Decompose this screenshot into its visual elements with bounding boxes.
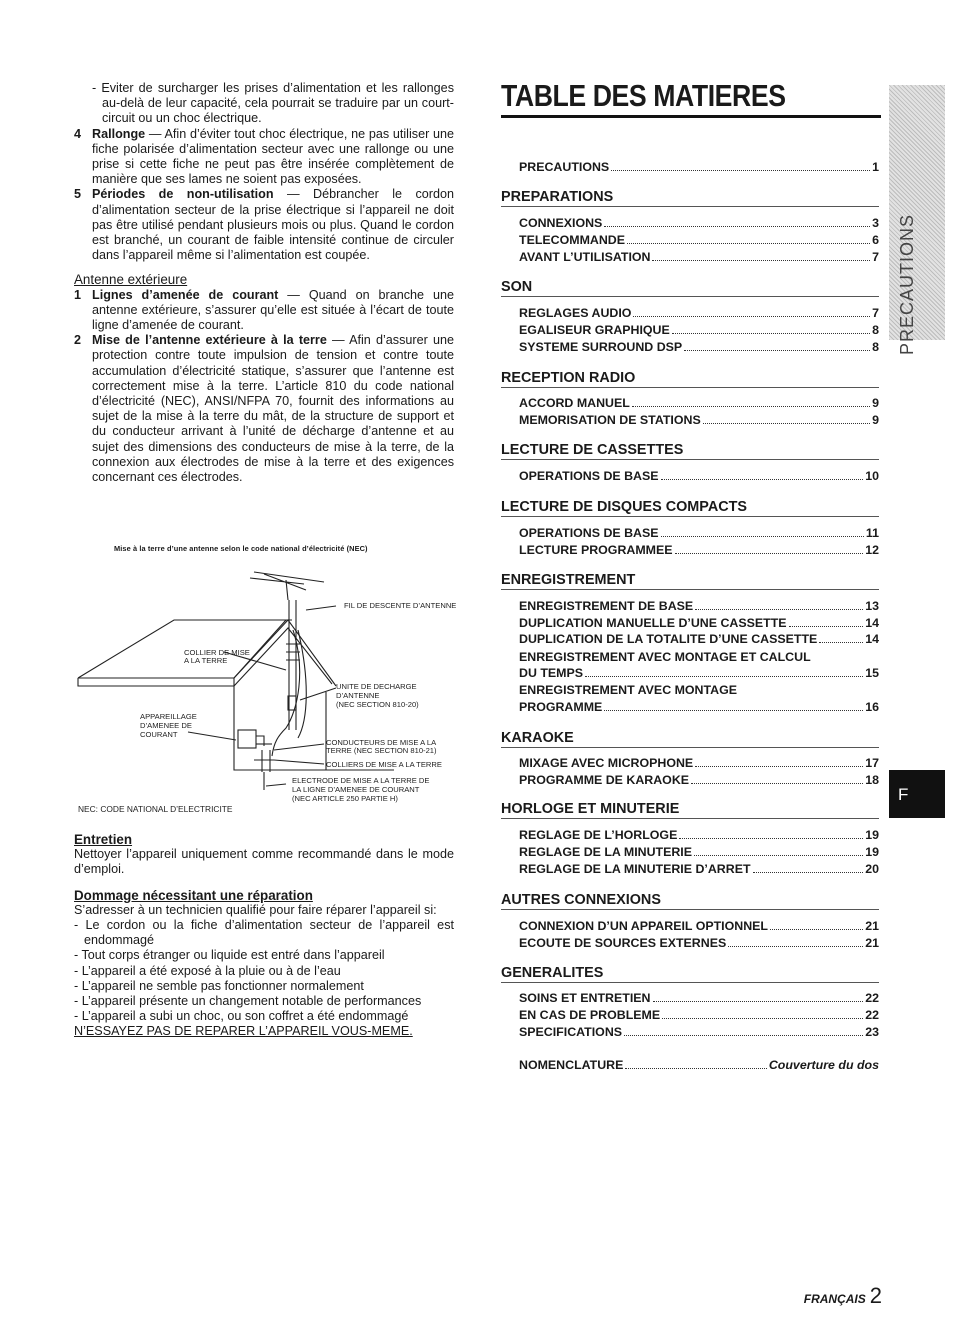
- toc-entry-title: REGLAGE DE LA MINUTERIE D’ARRET: [519, 862, 751, 876]
- label-discharge: (NEC SECTION 810-20): [336, 700, 419, 709]
- toc-entry: [519, 526, 879, 541]
- toc-entry-page: 1: [872, 160, 879, 174]
- toc-section-heading: PREPARATIONS: [501, 189, 879, 207]
- item-text: — Afin d’éviter tout choc électrique, ne pas utiliser une fiche polarisée d’alimentation secteur avec une rallonge ou une prise si cette fiche ne peut pas être insérée complètement de manière que ses lames ne soient pas exposées.: [92, 126, 454, 187]
- toc-entry-title: SOINS ET ENTRETIEN: [519, 991, 651, 1005]
- item-mise-terre: [74, 333, 454, 485]
- repair-warning: N’ESSAYEZ PAS DE REPARER L’APPAREIL VOUS-MEME.: [74, 1024, 413, 1039]
- toc-entry: [519, 233, 879, 248]
- toc-entry: [519, 306, 879, 321]
- item-number: 1: [74, 287, 82, 302]
- toc-entry-title: ENREGISTREMENT AVEC MONTAGE ET CALCUL: [519, 650, 811, 664]
- label-equipment: APPAREILLAGE: [140, 712, 197, 721]
- figure-caption: Mise à la terre d’une antenne selon le code national d’électricité (NEC): [114, 544, 368, 553]
- toc-entry: [519, 991, 879, 1006]
- toc-leader: [695, 609, 863, 610]
- toc-entry: [519, 936, 879, 951]
- toc-entry-page: 13: [865, 599, 879, 613]
- toc-entry-page: 17: [865, 756, 879, 770]
- toc-leader: [753, 872, 864, 873]
- toc-entry-title: DUPLICATION MANUELLE D’UNE CASSETTE: [519, 616, 787, 630]
- label-equipment: COURANT: [140, 730, 178, 739]
- toc-section-heading: LECTURE DE CASSETTES: [501, 442, 879, 460]
- toc-entry: [519, 919, 879, 934]
- toc-entry: [519, 666, 879, 681]
- entretien-heading: Entretien: [74, 832, 133, 847]
- toc-title: TABLE DES MATIERES: [501, 78, 786, 113]
- toc-entry: [519, 845, 879, 860]
- toc-entry-page: 15: [865, 666, 879, 680]
- repair-intro: S’adresser à un technicien qualifié pour faire réparer l’appareil si:: [74, 902, 437, 917]
- label-clamps: COLLIERS DE MISE A LA TERRE: [326, 760, 442, 769]
- toc-entry-page: 7: [872, 250, 879, 264]
- toc-entry-page: 14: [865, 616, 879, 630]
- toc-section-heading: AUTRES CONNEXIONS: [501, 892, 879, 910]
- toc-entry-page: 19: [865, 845, 879, 859]
- item-text: — Débrancher le cordon d’alimentation secteur de la prise électrique si l’appareil ne doit pas être utilisé pendant plusieurs mois ou plus. Quand le cordon est branché, un courant de faible intensité continue de circuler dans l’appareil même si l’alimentation est coupée.: [92, 187, 455, 263]
- toc-entry-page: 9: [872, 413, 879, 427]
- toc-leader: [695, 766, 863, 767]
- toc-entry-page: 18: [865, 773, 879, 787]
- toc-leader: [585, 676, 863, 677]
- overload-warning: - Eviter de surcharger les prises d’alimentation et les rallonges au-delà de leur capacité, cela pourrait se traduire par un court-circuit ou un choc électrique.: [92, 81, 454, 126]
- toc-entry: [519, 616, 879, 631]
- toc-leader: [770, 929, 863, 930]
- toc-entry: [519, 216, 879, 231]
- toc-entry-title: MEMORISATION DE STATIONS: [519, 413, 701, 427]
- toc-entry-page: 21: [865, 919, 879, 933]
- toc-leader: [728, 946, 863, 947]
- toc-entry-title: DUPLICATION DE LA TOTALITE D’UNE CASSETTE: [519, 632, 818, 646]
- repair-item: - L’appareil présente un changement notable de performances: [74, 994, 422, 1009]
- toc-entry-title: OPERATIONS DE BASE: [519, 469, 659, 483]
- toc-leader: [652, 260, 870, 261]
- item-heading: Lignes d’amenée de courant: [92, 287, 279, 302]
- repair-item: - L’appareil ne semble pas fonctionner normalement: [74, 978, 364, 993]
- toc-entry-title: REGLAGES AUDIO: [519, 306, 632, 320]
- toc-entry-title: PROGRAMME: [519, 700, 603, 714]
- repair-item: - Tout corps étranger ou liquide est entré dans l’appareil: [74, 948, 385, 963]
- toc-entry-title: CONNEXIONS: [519, 216, 603, 230]
- section-tab: [889, 85, 945, 355]
- maintenance-section: [74, 832, 454, 1040]
- footer-language: FRANÇAIS: [803, 1292, 866, 1306]
- toc-leader: [675, 553, 864, 554]
- toc-entry: [519, 340, 879, 355]
- toc-entry: [519, 323, 879, 338]
- toc-entry-page: 14: [865, 632, 879, 646]
- toc-entry-page: 6: [872, 233, 879, 247]
- label-lead-in: FIL DE DESCENTE D’ANTENNE: [344, 601, 457, 610]
- toc-entry: [519, 700, 879, 715]
- toc-entry-title: OPERATIONS DE BASE: [519, 526, 659, 540]
- toc-entry-page: 8: [872, 340, 879, 354]
- toc-section-heading: HORLOGE ET MINUTERIE: [501, 801, 879, 819]
- toc-entry-title: EGALISEUR GRAPHIQUE: [519, 323, 670, 337]
- label-clamp: COLLIER DE MISE: [184, 648, 250, 657]
- toc-entry: [519, 413, 879, 428]
- toc-section-heading: LECTURE DE DISQUES COMPACTS: [501, 499, 879, 517]
- label-equipment: D’AMENEE DE: [140, 721, 192, 730]
- toc-entry: [519, 543, 879, 558]
- item-lignes-amenee: [74, 288, 454, 334]
- toc-entry-page: 22: [865, 991, 879, 1005]
- toc-leader: [684, 350, 870, 351]
- toc-entry-page: 16: [865, 700, 879, 714]
- label-clamp: A LA TERRE: [184, 656, 228, 665]
- toc-entry: [519, 862, 879, 877]
- item-number: 4: [74, 126, 82, 141]
- label-electrode: ELECTRODE DE MISE A LA TERRE DE: [292, 776, 430, 785]
- item-text: — Afin d’assurer une protection contre toute impulsion de tension et contre toute accumulation d’électricité statique, s’assurer que l’antenne est correctement mise à la terre. L’article 810 du code national d’électricité (NEC), ANSI/NFPA 70, fournit des informations au sujet de la mise à la terre du mât, de la structure de support et du conducteur arrivant à l’unité de décharge d’antenne et au sujet des dimensions des conducteurs de mise à la terre, de la connexion aux électrodes de mise à la terre et des exigences concernant ces électrodes.: [92, 333, 454, 485]
- toc-section-heading: GENERALITES: [501, 965, 879, 983]
- toc-entry-title: PRECAUTIONS: [519, 160, 610, 174]
- toc-entry-title: ECOUTE DE SOURCES EXTERNES: [519, 936, 727, 950]
- toc-entry-page: 23: [865, 1025, 879, 1039]
- toc-entry-title: REGLAGE DE LA MINUTERIE: [519, 845, 693, 859]
- label-conductors: TERRE (NEC SECTION 810-21): [326, 746, 437, 755]
- toc-entry-title: CONNEXION D’UN APPAREIL OPTIONNEL: [519, 919, 768, 933]
- toc-entry: [519, 828, 879, 843]
- toc-section-heading: ENREGISTREMENT: [501, 572, 879, 590]
- toc-entry: [519, 160, 879, 175]
- toc-entry-title: ACCORD MANUEL: [519, 396, 630, 410]
- toc-entry-title: AVANT L’UTILISATION: [519, 250, 651, 264]
- repair-heading: Dommage nécessitant une réparation: [74, 887, 313, 903]
- toc-entry-title: LECTURE PROGRAMMEE: [519, 543, 673, 557]
- toc-entry: [519, 599, 879, 614]
- item-number: 2: [74, 333, 82, 348]
- toc-leader: [632, 406, 870, 407]
- entretien-text: Nettoyer l’appareil uniquement comme recommandé dans le mode d’emploi.: [74, 847, 454, 877]
- toc-section-heading: RECEPTION RADIO: [501, 370, 879, 388]
- toc-entry-page: 9: [872, 396, 879, 410]
- item-non-utilisation: [74, 187, 454, 263]
- toc-leader: [653, 1001, 864, 1002]
- left-column: [74, 81, 454, 485]
- item-number: 5: [74, 187, 82, 202]
- toc-entry: [519, 1025, 879, 1040]
- toc-entry-page: 21: [865, 936, 879, 950]
- toc-entry-page: 19: [865, 828, 879, 842]
- toc-leader: [625, 1068, 766, 1069]
- toc-entry: [519, 1008, 879, 1023]
- repair-item: - L’appareil a subi un choc, ou son coffret a été endommagé: [74, 1009, 409, 1024]
- toc-leader: [624, 1035, 863, 1036]
- toc-entry-title: PROGRAMME DE KARAOKE: [519, 773, 690, 787]
- toc-leader: [661, 536, 864, 537]
- toc-entry-title: TELECOMMANDE: [519, 233, 626, 247]
- toc-leader: [604, 226, 870, 227]
- language-tab-letter: F: [898, 785, 909, 804]
- page-number: 2: [869, 1283, 882, 1308]
- toc-entry-page: 8: [872, 323, 879, 337]
- item-rallonge: [74, 127, 454, 188]
- toc-leader: [672, 333, 870, 334]
- repair-item: - Le cordon ou la fiche d’alimentation secteur de l’appareil est endommagé: [74, 918, 454, 948]
- item-heading: Périodes de non-utilisation: [92, 187, 274, 202]
- item-heading: Mise de l’antenne extérieure à la terre: [92, 333, 327, 348]
- toc-entry: [519, 396, 879, 411]
- toc-entry-title: DU TEMPS: [519, 666, 584, 680]
- toc-entry-title: SYSTEME SURROUND DSP: [519, 340, 683, 354]
- toc-entry: [519, 469, 879, 484]
- section-tab-label: PRECAUTIONS: [897, 213, 917, 355]
- toc-entry-page: 22: [865, 1008, 879, 1022]
- page-footer: [804, 1283, 882, 1309]
- toc-entry-page: 12: [865, 543, 879, 557]
- antenna-grounding-diagram: [74, 560, 464, 820]
- repair-item: - L’appareil a été exposé à la pluie ou à de l’eau: [74, 963, 341, 978]
- toc-entry: [519, 632, 879, 647]
- toc-section-heading: SON: [501, 279, 879, 297]
- toc-entry: [519, 1058, 879, 1073]
- toc-entry-title: EN CAS DE PROBLEME: [519, 1008, 661, 1022]
- toc-entry: [519, 756, 879, 771]
- label-discharge: UNITE DE DECHARGE: [336, 682, 417, 691]
- toc-entry-line1: [519, 650, 879, 665]
- language-tab: [889, 770, 945, 818]
- label-nec: NEC: CODE NATIONAL D’ELECTRICITE: [78, 804, 233, 814]
- toc-leader: [604, 710, 863, 711]
- toc-leader: [627, 243, 870, 244]
- toc-entry-page: 7: [872, 306, 879, 320]
- toc-leader: [633, 316, 870, 317]
- toc-leader: [819, 642, 863, 643]
- toc-leader: [662, 1018, 863, 1019]
- toc-section-heading: KARAOKE: [501, 730, 879, 748]
- toc-entry-page: 3: [872, 216, 879, 230]
- toc-entry-page: Couverture du dos: [768, 1058, 879, 1072]
- toc-leader: [661, 479, 864, 480]
- toc-entry-page: 11: [865, 526, 879, 540]
- toc-entry-title: NOMENCLATURE: [519, 1058, 624, 1072]
- toc-entry-page: 10: [865, 469, 879, 483]
- toc-entry-title: ENREGISTREMENT DE BASE: [519, 599, 694, 613]
- toc-leader: [789, 626, 864, 627]
- item-text: — Quand on branche une antenne extérieure, s’assurer qu’elle est située à l’écart de toute ligne d’amenée de courant.: [92, 287, 454, 333]
- antenna-heading: Antenne extérieure: [74, 272, 188, 288]
- toc-entry-title: REGLAGE DE L’HORLOGE: [519, 828, 678, 842]
- toc-leader: [611, 170, 870, 171]
- toc-leader: [703, 423, 870, 424]
- toc-title-rule: [501, 115, 881, 118]
- item-heading: Rallonge: [92, 126, 146, 141]
- toc-leader: [691, 783, 863, 784]
- label-discharge: D’ANTENNE: [336, 691, 380, 700]
- toc-entry-title: ENREGISTREMENT AVEC MONTAGE: [519, 683, 737, 697]
- toc-entry-title: MIXAGE AVEC MICROPHONE: [519, 756, 694, 770]
- label-electrode: LA LIGNE D’AMENEE DE COURANT: [292, 785, 420, 794]
- label-conductors: CONDUCTEURS DE MISE A LA: [326, 738, 437, 747]
- toc-leader: [694, 855, 863, 856]
- toc-entry-title: SPECIFICATIONS: [519, 1025, 623, 1039]
- label-electrode: (NEC ARTICLE 250 PARTIE H): [292, 794, 398, 803]
- toc-entry: [519, 773, 879, 788]
- toc-leader: [679, 838, 863, 839]
- toc-entry-page: 20: [865, 862, 879, 876]
- toc-entry: [519, 250, 879, 265]
- toc-entry-line1: [519, 683, 879, 698]
